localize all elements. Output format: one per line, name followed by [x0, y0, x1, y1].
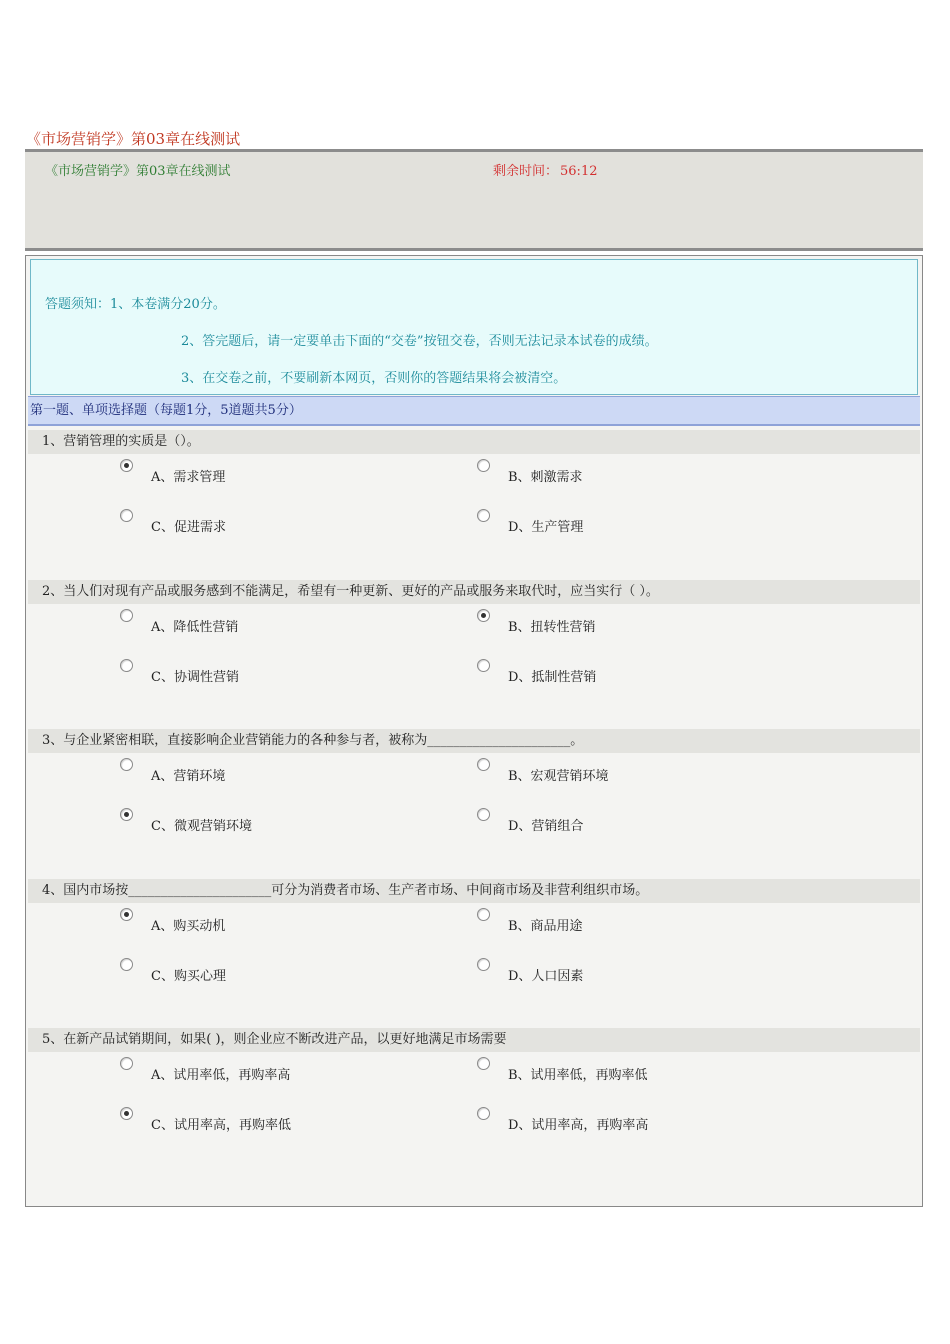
quiz-frame	[25, 255, 923, 1207]
question-3	[28, 729, 920, 878]
option-label: C、协调性营销	[151, 669, 239, 685]
options-area	[28, 753, 920, 878]
option-label: B、试用率低，再购率低	[508, 1068, 648, 1083]
option-label: A、营销环境	[151, 769, 226, 784]
radio-button[interactable]	[120, 459, 133, 472]
instruction-line-2: 2、答完题后，请一定要单击下面的“交卷”按钮交卷，否则无法记录本试卷的成绩。	[181, 334, 658, 349]
question-5	[28, 1028, 920, 1177]
option-label: C、试用率高，再购率低	[151, 1118, 291, 1133]
question-4	[28, 879, 920, 1028]
option-label: C、微观营销环境	[151, 819, 252, 834]
radio-button[interactable]	[477, 1057, 490, 1070]
radio-button[interactable]	[477, 459, 490, 472]
option-label: B、刺激需求	[508, 470, 583, 485]
option-label: A、购买动机	[151, 918, 226, 934]
timer-label: 剩余时间：	[493, 164, 559, 179]
radio-button[interactable]	[477, 1107, 490, 1120]
question-2	[28, 580, 920, 729]
radio-button[interactable]	[120, 509, 133, 522]
test-title: 《市场营销学》第03章在线测试	[45, 164, 231, 179]
option-label: B、商品用途	[508, 918, 583, 934]
option-label: D、生产管理	[508, 520, 584, 535]
radio-button[interactable]	[477, 659, 490, 672]
timer-value: 56:12	[560, 164, 598, 179]
instructions-box	[30, 259, 918, 395]
options-area	[28, 903, 920, 1028]
option-label: B、扭转性营销	[508, 619, 596, 635]
radio-button[interactable]	[120, 1107, 133, 1120]
instruction-line-3: 3、在交卷之前，不要刷新本网页，否则你的答题结果将会被清空。	[181, 371, 567, 386]
radio-button[interactable]	[477, 908, 490, 921]
option-label: A、降低性营销	[151, 619, 239, 635]
question-text: 1、营销管理的实质是（）。	[28, 430, 920, 454]
options-area	[28, 1052, 920, 1177]
option-label: B、宏观营销环境	[508, 769, 609, 784]
option-label: C、购买心理	[151, 968, 226, 984]
page-title: 《市场营销学》第03章在线测试	[26, 130, 241, 148]
question-1	[28, 430, 920, 579]
option-label: A、试用率低，再购率高	[151, 1068, 291, 1083]
option-label: D、人口因素	[508, 968, 584, 984]
question-text: 2、当人们对现有产品或服务感到不能满足，希望有一种更新、更好的产品或服务来取代时，应当实行（ ）。	[28, 580, 920, 604]
countdown-timer	[493, 160, 597, 179]
radio-button[interactable]	[477, 509, 490, 522]
radio-button[interactable]	[120, 758, 133, 771]
options-area	[28, 454, 920, 579]
radio-button[interactable]	[120, 958, 133, 971]
question-text: 3、与企业紧密相联，直接影响企业营销能力的各种参与者，被称为______________________。	[28, 729, 920, 753]
options-area	[28, 604, 920, 729]
radio-button[interactable]	[477, 958, 490, 971]
radio-button[interactable]	[120, 659, 133, 672]
radio-button[interactable]	[120, 609, 133, 622]
instruction-line-1: 答题须知：1、本卷满分20分。	[45, 297, 226, 312]
question-text: 5、在新产品试销期间，如果( )，则企业应不断改进产品，以更好地满足市场需要	[28, 1028, 920, 1052]
radio-button[interactable]	[477, 758, 490, 771]
question-text: 4、国内市场按______________________可分为消费者市场、生产者市场、中间商市场及非营利组织市场。	[28, 879, 920, 903]
option-label: D、试用率高，再购率高	[508, 1118, 649, 1133]
option-label: A、需求管理	[151, 470, 226, 485]
radio-button[interactable]	[477, 808, 490, 821]
section-header: 第一题、单项选择题（每题1分，5道题共5分）	[28, 396, 920, 426]
test-header-panel	[25, 149, 923, 251]
radio-button[interactable]	[120, 908, 133, 921]
radio-button[interactable]	[477, 609, 490, 622]
option-label: C、促进需求	[151, 520, 226, 535]
radio-button[interactable]	[120, 808, 133, 821]
radio-button[interactable]	[120, 1057, 133, 1070]
option-label: D、抵制性营销	[508, 669, 597, 685]
option-label: D、营销组合	[508, 819, 584, 834]
